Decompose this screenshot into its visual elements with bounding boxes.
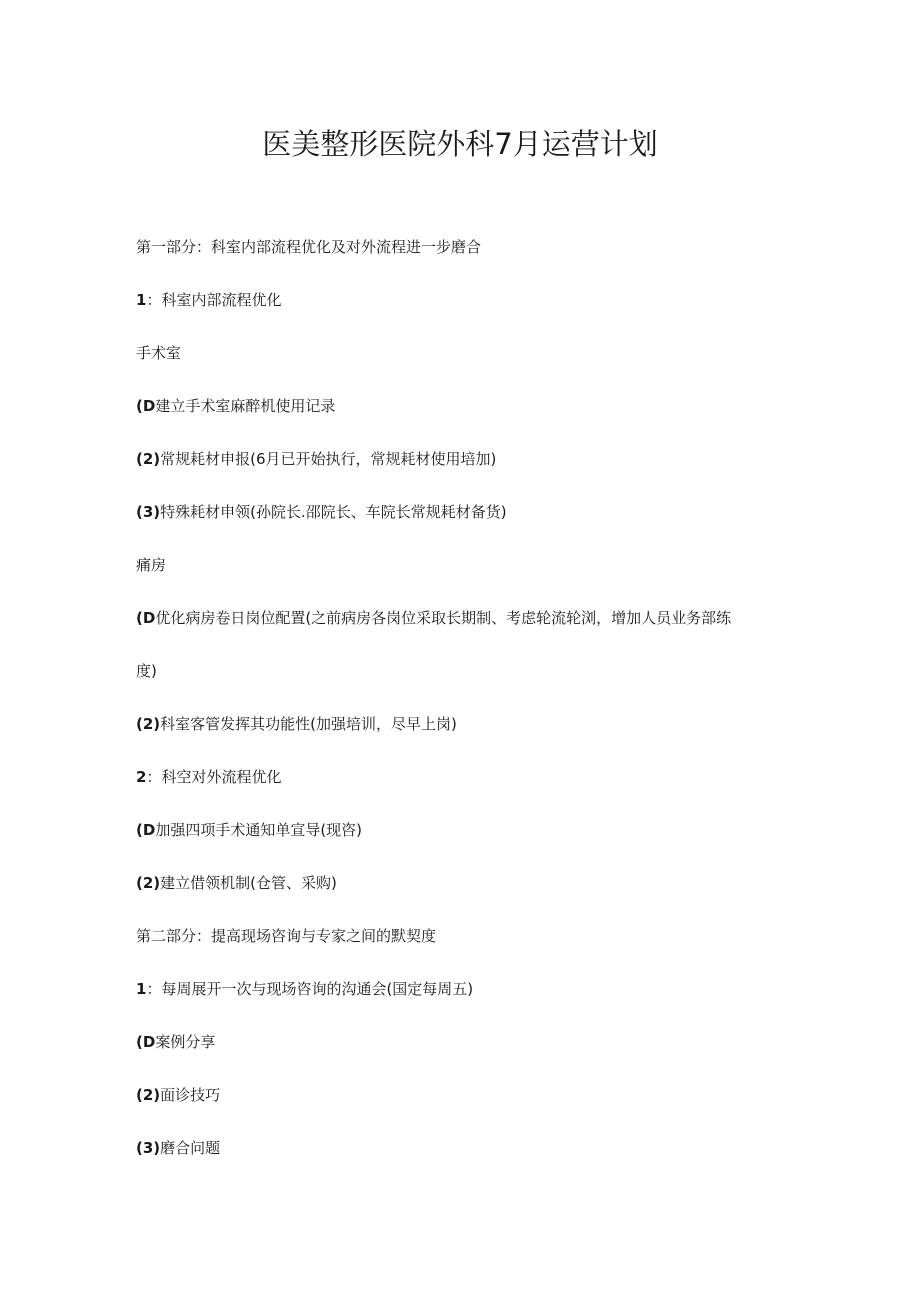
line-text: ：科室内部流程优化 [146,291,282,309]
list-item [136,1085,220,1105]
line-text: 第二部分：提高现场咨询与专家之间的默契度 [136,927,437,945]
list-item [136,820,362,840]
line-text: 手术室 [136,344,182,362]
item-marker: (2) [136,874,161,892]
item-marker: (3) [136,503,161,521]
item-marker: (2) [136,715,161,733]
list-item [136,502,507,522]
item-marker: (D [136,1033,156,1051]
line-text: 常规耗材申报(6月已开始执行，常规耗材使用培加) [160,450,497,468]
document-title: 医美整形医院外科7月运营计划 [262,127,658,161]
group-label [136,555,166,575]
section-heading [136,237,481,257]
item-marker: (2) [136,450,161,468]
line-text: 特殊耗材申领(孙院长.邵院长、车院长常规耗材备货) [160,503,507,521]
line-text: 痛房 [136,556,167,574]
item-marker: (D [136,821,156,839]
line-text: 第一部分：科室内部流程优化及对外流程进一步磨合 [136,238,482,256]
line-text: 度) [136,662,157,680]
list-item [136,396,335,416]
item-marker: 2 [136,768,147,786]
item-marker: (D [136,609,156,627]
item-marker: 1 [136,291,147,309]
line-text: 科室客管发挥其功能性(加强培训，尽早上岗) [160,715,457,733]
item-marker: (D [136,397,156,415]
subsection-heading [136,767,281,787]
list-item [136,1032,215,1052]
item-marker: (2) [136,1086,161,1104]
item-marker: 1 [136,980,147,998]
list-item [136,608,731,628]
item-marker: (3) [136,1139,161,1157]
line-text: 加强四项手术通知单宣导(现咨) [155,821,363,839]
line-text: 磨合问题 [160,1139,221,1157]
subsection-heading [136,979,473,999]
subsection-heading [136,290,281,310]
line-text: ：科空对外流程优化 [146,768,282,786]
line-text: 建立手术室麻醉机使用记录 [155,397,336,415]
group-label [136,343,181,363]
list-item-continuation [136,661,157,681]
list-item [136,873,337,893]
list-item [136,1138,220,1158]
line-text: 优化病房卷日岗位配置(之前病房各岗位采取长期制、考虑轮流轮浏，增加人员业务部练 [155,609,732,627]
line-text: 案例分享 [155,1033,216,1051]
list-item [136,714,457,734]
list-item [136,449,496,469]
line-text: ：每周展开一次与现场咨询的沟通会(国定每周五) [146,980,474,998]
line-text: 面诊技巧 [160,1086,221,1104]
section-heading [136,926,436,946]
line-text: 建立借领机制(仓管、采购) [160,874,337,892]
